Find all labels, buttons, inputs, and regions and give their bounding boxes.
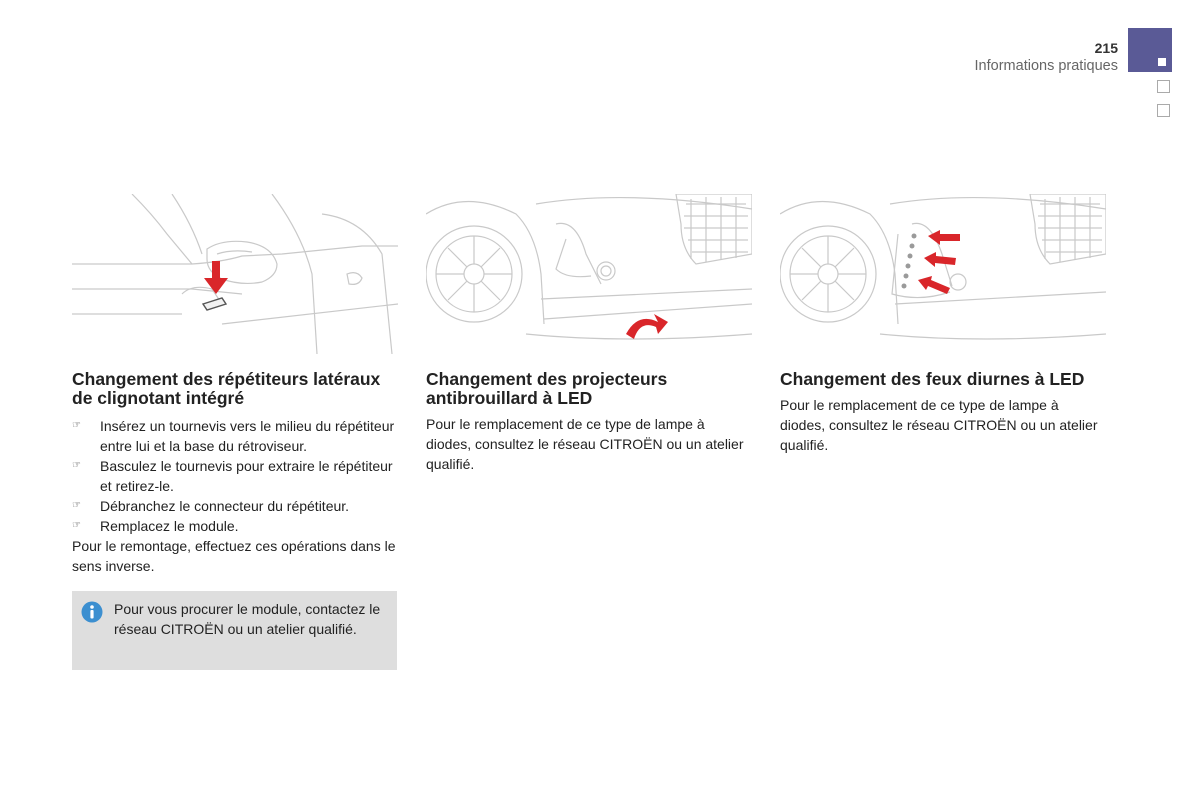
section-body: Pour le remplacement de ce type de lampe à diodes, consultez le réseau CITROËN ou un atelier qualifié. [780, 397, 1098, 453]
list-item: ☞ Remplacez le module. [72, 518, 239, 534]
section-title-repeaters: Changement des répétiteurs latéraux de clignotant intégré [72, 369, 381, 408]
section-title-daytime-lights: Changement des feux diurnes à LED [780, 369, 1085, 389]
section-body: Pour le remplacement de ce type de lampe à diodes, consultez le réseau CITROËN ou un atelier qualifié. [426, 416, 744, 472]
list-item: ☞ Insérez un tournevis vers le milieu du répétiteur entre lui et la base du rétroviseur. [72, 418, 395, 454]
info-icon [81, 601, 103, 623]
info-text: Pour vous procurer le module, contactez le réseau CITROËN ou un atelier qualifié. [114, 601, 381, 637]
list-item: ☞ Basculez le tournevis pour extraire le répétiteur et retirez-le. [72, 458, 393, 494]
section-title-fog-lamps: Changement des projecteurs antibrouillard à LED [426, 369, 668, 408]
daytime-lights-illustration [780, 194, 1106, 354]
fog-lamp-illustration [426, 194, 752, 354]
chapter-tab-marker [1158, 58, 1166, 66]
section-fog-lamps [426, 194, 752, 474]
section-daytime-lights [780, 194, 1106, 455]
page-number: 215 [1094, 40, 1118, 56]
pointing-hand-icon: ☞ [72, 520, 81, 531]
info-note [72, 591, 397, 670]
chapter-tab-box [1157, 80, 1170, 93]
pointing-hand-icon: ☞ [72, 500, 81, 511]
list-item: ☞ Débranchez le connecteur du répétiteur. [72, 498, 350, 514]
section-title: Informations pratiques [974, 58, 1118, 74]
steps-list [72, 416, 398, 536]
reassembly-note: Pour le remontage, effectuez ces opérations dans le sens inverse. [72, 538, 396, 574]
pointing-hand-icon: ☞ [72, 420, 81, 431]
section-side-repeaters [72, 194, 398, 576]
pointing-hand-icon: ☞ [72, 460, 81, 471]
side-mirror-illustration [72, 194, 398, 354]
chapter-tab-box [1157, 104, 1170, 117]
